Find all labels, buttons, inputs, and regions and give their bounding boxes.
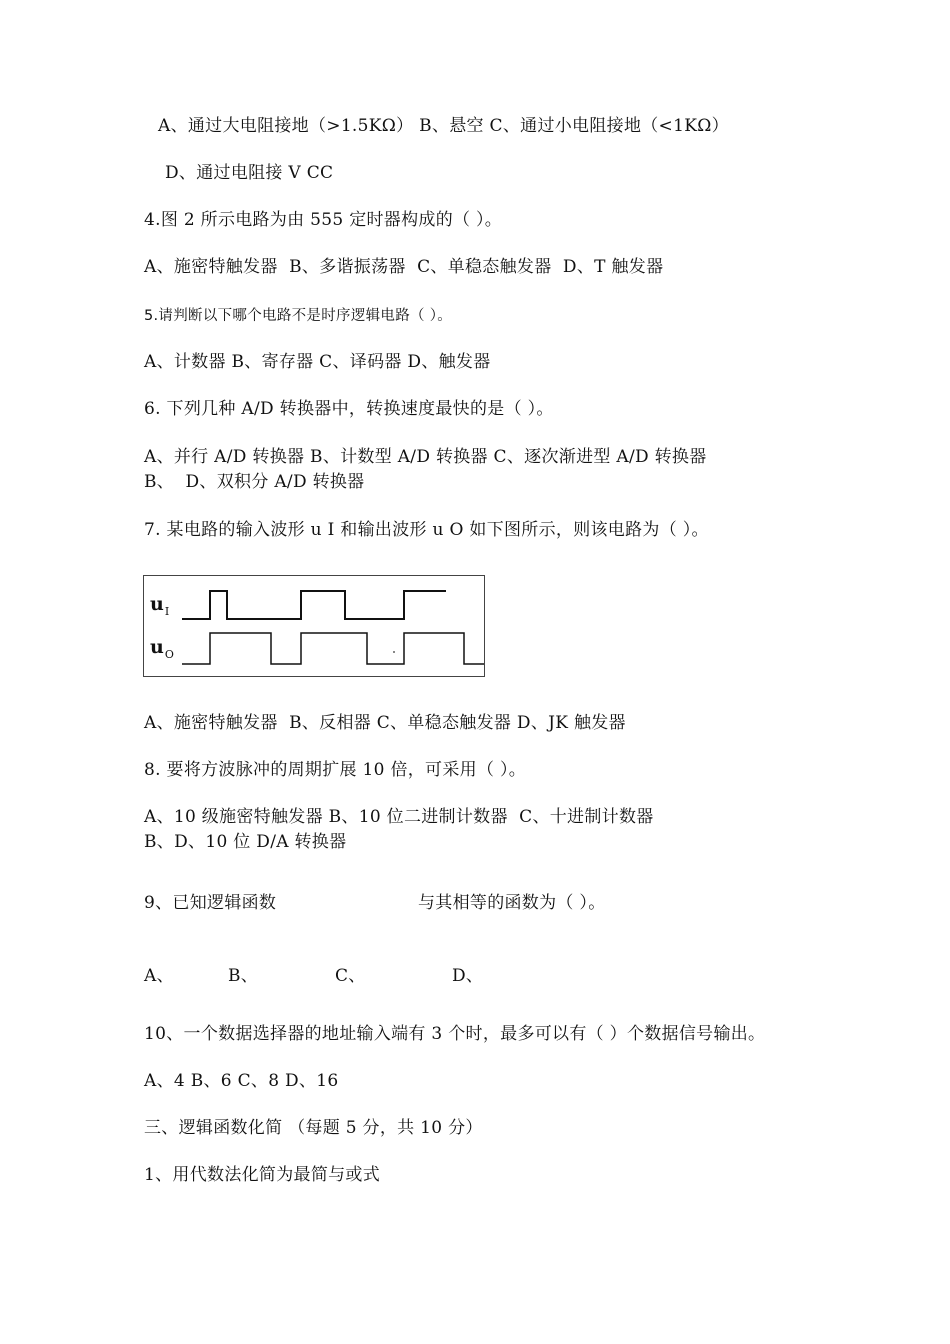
q6-question: 6. 下列几种 A/D 转换器中，转换速度最快的是（ ）。 (144, 399, 554, 419)
figure-dot (393, 651, 395, 653)
q9-option-a: A、 (144, 966, 174, 986)
waveform-figure (143, 575, 485, 677)
output-label-u: u (150, 636, 164, 658)
input-waveform (182, 591, 446, 619)
q9-option-c: C、 (335, 966, 366, 986)
input-label-sub: I (164, 605, 170, 618)
section3-heading: 三、逻辑函数化简 （每题 5 分，共 10 分） (144, 1118, 483, 1138)
q9-question-part1: 9、已知逻辑函数 (144, 893, 277, 913)
q7-options: A、施密特触发器 B、反相器 C、单稳态触发器 D、JK 触发器 (144, 713, 626, 733)
q3-options-line2: D、通过电阻接 V CC (165, 163, 334, 183)
q8-options-line1: A、10 级施密特触发器 B、10 位二进制计数器 C、十进制计数器 (144, 807, 654, 827)
section3-item1: 1、用代数法化简为最简与或式 (144, 1165, 381, 1185)
q3-options-line1: A、通过大电阻接地（>1.5KΩ） B、悬空 C、通过小电阻接地（<1KΩ） (158, 116, 729, 136)
q9-option-d: D、 (452, 966, 484, 986)
q4-options: A、施密特触发器 B、多谐振荡器 C、单稳态触发器 D、T 触发器 (144, 257, 664, 277)
q7-question: 7. 某电路的输入波形 u I 和输出波形 u O 如下图所示，则该电路为（ ）。 (144, 520, 709, 540)
q9-question-part2: 与其相等的函数为（ ）。 (418, 893, 606, 913)
input-label-u: u (150, 593, 164, 615)
q8-question: 8. 要将方波脉冲的周期扩展 10 倍，可采用（ ）。 (144, 760, 527, 780)
q8-options-line2: B、D、10 位 D/A 转换器 (144, 832, 347, 852)
q9-option-b: B、 (228, 966, 259, 986)
q6-options-line1: A、并行 A/D 转换器 B、计数型 A/D 转换器 C、逐次渐进型 A/D 转换器 (144, 447, 707, 467)
output-label-sub: O (164, 648, 174, 661)
q5-question: 5.请判断以下哪个电路不是时序逻辑电路（ ）。 (144, 308, 453, 324)
waveform-svg (144, 576, 486, 678)
q5-options: A、计数器 B、寄存器 C、译码器 D、触发器 (144, 352, 491, 372)
q10-options: A、4 B、6 C、8 D、16 (144, 1071, 339, 1091)
q10-question: 10、一个数据选择器的地址输入端有 3 个时，最多可以有（ ）个数据信号输出。 (144, 1024, 766, 1044)
q4-question: 4.图 2 所示电路为由 555 定时器构成的（ ）。 (144, 210, 503, 230)
q6-options-line2: B、 D、双积分 A/D 转换器 (144, 472, 365, 492)
output-waveform (182, 633, 484, 664)
